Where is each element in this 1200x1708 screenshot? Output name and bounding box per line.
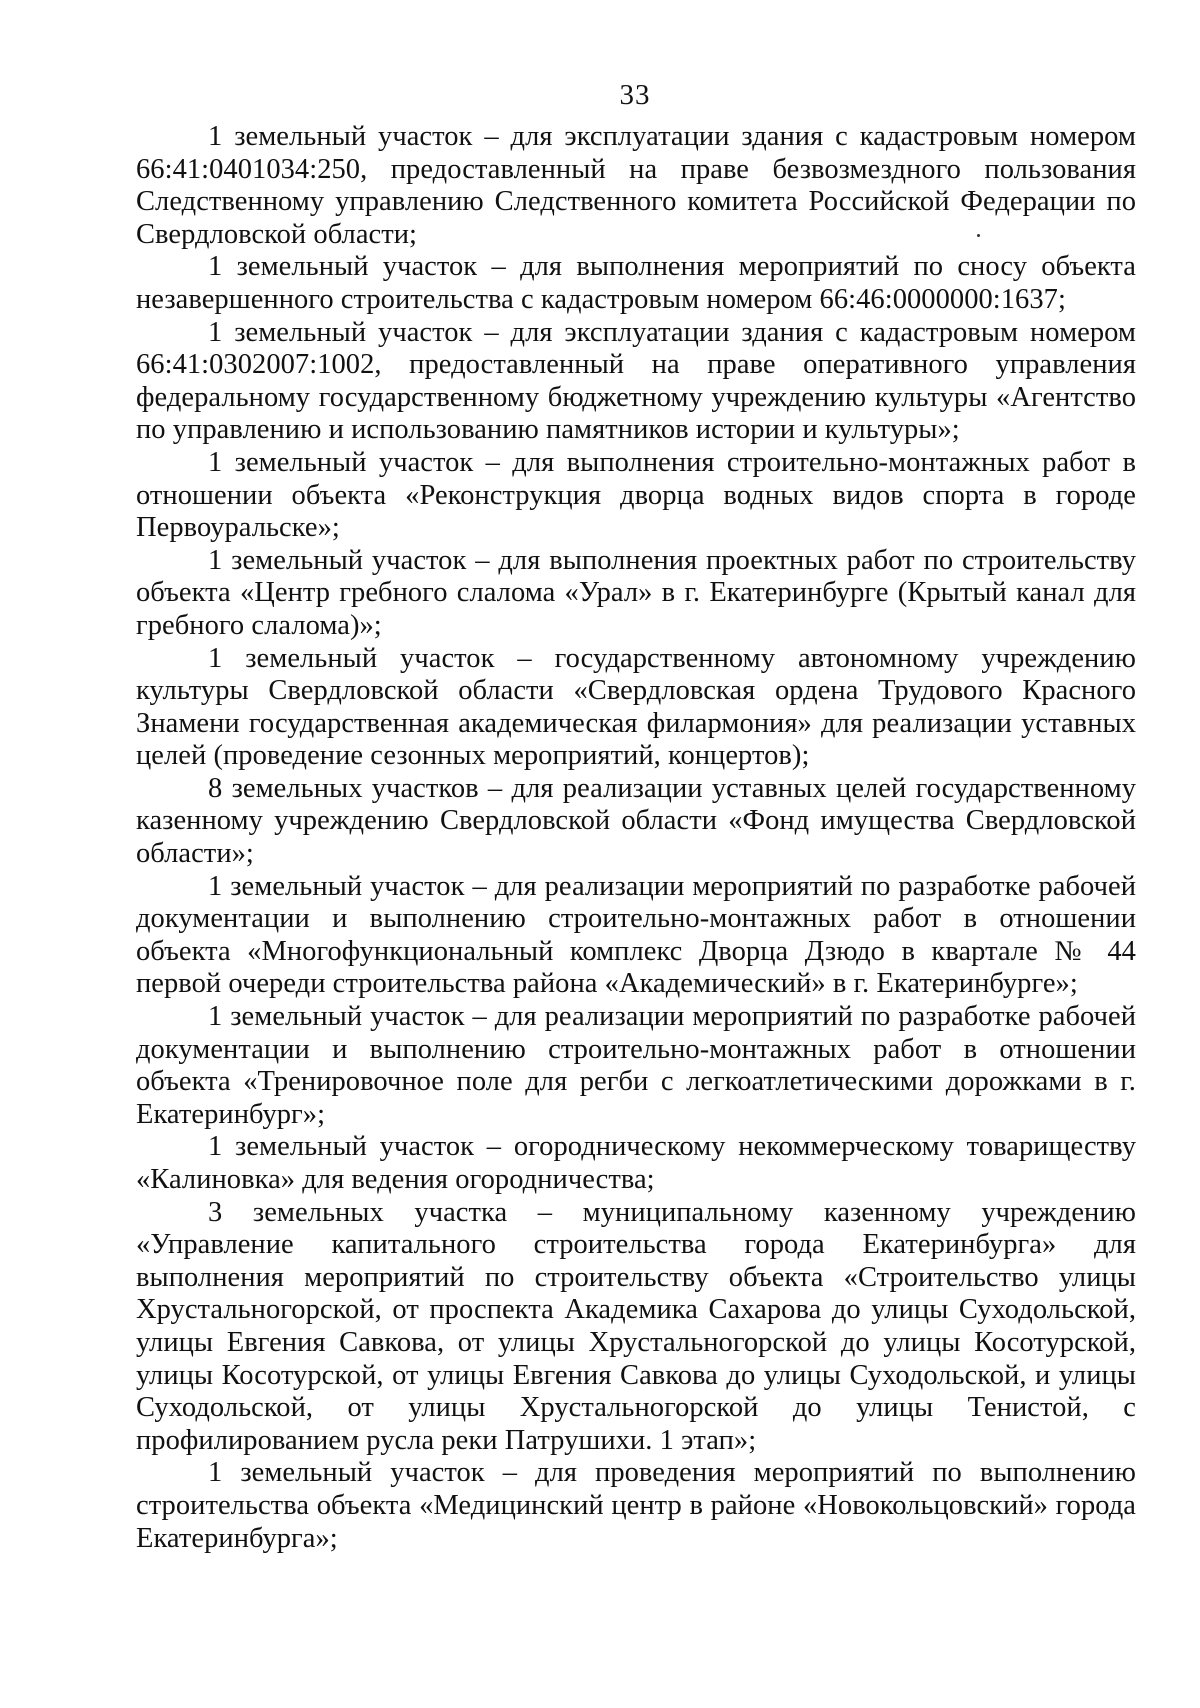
paragraph: 1 земельный участок – для выполнения строительно-монтажных работ в отношении объекта «Реконструкция дворца водных видов спорта в городе Первоуральске»;	[136, 446, 1136, 544]
paragraph: 1 земельный участок – для реализации мероприятий по разработке рабочей документации и выполнению строительно-монтажных работ в отношении объекта «Многофункциональный комплекс Дворца Дзюдо в квартале № 44 первой очереди строительства района «Академический» в г. Екатеринбурге»;	[136, 870, 1136, 1000]
paragraph: 1 земельный участок – для реализации мероприятий по разработке рабочей документации и выполнению строительно-монтажных работ в отношении объекта «Тренировочное поле для регби с легкоатлетическими дорожками в г. Екатеринбург»;	[136, 1001, 1136, 1130]
document-body	[136, 121, 1136, 1555]
paragraph: 1 земельный участок – для эксплуатации здания с кадастровым номером 66:41:0401034:250, предоставленный на праве безвозмездного пользования Следственному управлению Следственного комитета Российской Федерации по Свердловской области;	[136, 121, 1136, 250]
paragraph: 1 земельный участок – государственному автономному учреждению культуры Свердловской области «Свердловская ордена Трудового Красного Знамени государственная академическая филармония» для реализации уставных целей (проведение сезонных мероприятий, концертов);	[136, 642, 1136, 772]
page-number: 33	[619, 79, 651, 111]
paragraph: 1 земельный участок – для выполнения проектных работ по строительству объекта «Центр гребного слалома «Урал» в г. Екатеринбурге (Крытый канал для гребного слалома)»;	[136, 544, 1136, 641]
paragraph: 1 земельный участок – для эксплуатации здания с кадастровым номером 66:41:0302007:1002, предоставленный на праве оперативного управления федеральному государственному бюджетному учреждению культуры «Агентство по управлению и использованию памятников истории и культуры»;	[136, 316, 1136, 446]
paragraph: 3 земельных участка – муниципальному казенному учреждению «Управление капитального строительства города Екатеринбурга» для выполнения мероприятий по строительству объекта «Строительство улицы Хрустальногорской, от проспекта Академика Сахарова до улицы Суходольской, улицы Евгения Савкова, от улицы Хрустальногорской до улицы Косотурской, улицы Косотурской, от улицы Евгения Савкова до улицы Суходольской, и улицы Суходольской, от улицы Хрустальногорской до улицы Тенистой, с профилированием русла реки Патрушихи. 1 этап»;	[136, 1196, 1136, 1456]
paragraph: 1 земельный участок – огородническому некоммерческому товариществу «Калиновка» для ведения огородничества;	[136, 1131, 1136, 1195]
paragraph: 1 земельный участок – для проведения мероприятий по выполнению строительства объекта «Медицинский центр в районе «Новокольцовский» города Екатеринбурга»;	[136, 1457, 1136, 1554]
paragraph: 8 земельных участков – для реализации уставных целей государственному казенному учреждению Свердловской области «Фонд имущества Свердловской области»;	[136, 772, 1136, 870]
paragraph: 1 земельный участок – для выполнения мероприятий по сносу объекта незавершенного строительства с кадастровым номером 66:46:0000000:1637;	[136, 251, 1136, 315]
